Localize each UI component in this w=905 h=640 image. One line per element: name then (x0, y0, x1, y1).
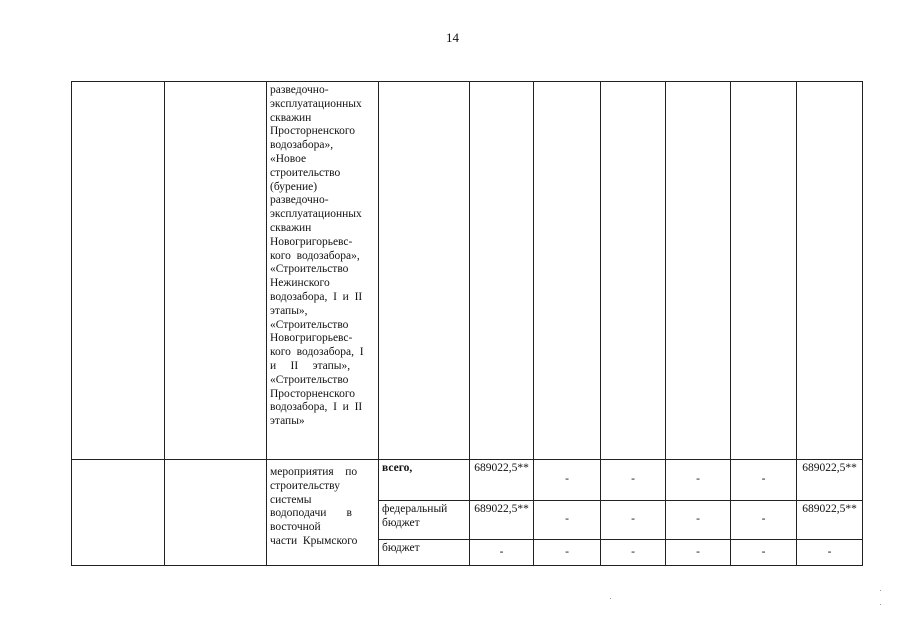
description-line: и II этапы», (270, 359, 351, 372)
description-line: скважин (270, 221, 312, 234)
description-line: кого водозабора», (270, 249, 360, 262)
number-cell (72, 460, 165, 566)
description-line: водозабора, I и II (270, 401, 363, 414)
funding-source: федеральный бюджет (379, 501, 470, 540)
table-row-total (72, 460, 863, 501)
value-cell (797, 82, 863, 460)
value-cell: - (601, 540, 666, 566)
value-cell: - (601, 501, 666, 540)
value-cell: - (666, 540, 731, 566)
value-cell: - (797, 540, 863, 566)
number-cell (72, 82, 165, 460)
program-cell (165, 82, 267, 460)
funding-source: всего, (379, 460, 470, 501)
value-cell (666, 82, 731, 460)
description-line: «Новое (270, 152, 307, 165)
value-total: 689022,5** (470, 501, 534, 540)
description-line: Новогригорьевс- (270, 332, 353, 345)
description-line: «Строительство (270, 263, 349, 276)
description-line: водозабора, I и II (270, 290, 363, 303)
value-cell: - (666, 501, 731, 540)
description-line: Просторненского (270, 387, 356, 400)
description-line: части Крымского (270, 534, 358, 547)
funding-source: бюджет (379, 540, 470, 566)
budget-table (71, 81, 863, 566)
value-cell: - (731, 501, 797, 540)
description-line: водоподачи в (270, 507, 352, 520)
value-total: 689022,5** (797, 501, 863, 540)
scan-speck (880, 604, 881, 605)
description-line: Новогригорьевс- (270, 235, 353, 248)
value-cell (601, 82, 666, 460)
description-line: «Строительство (270, 373, 349, 386)
value-cell (534, 82, 601, 460)
description-line: Нежинского (270, 277, 330, 290)
description-line: эксплуатационных (270, 208, 362, 221)
description-line: водозабора», (270, 139, 334, 152)
description-line: этапы» (270, 415, 305, 428)
value-cell: - (731, 460, 797, 501)
description-line: этапы», (270, 304, 308, 317)
description-line: «Строительство (270, 318, 349, 331)
description-line: кого водозабора, I (270, 346, 364, 359)
description-line: строительству (270, 479, 340, 492)
continued-description (267, 82, 379, 460)
value-cell (470, 82, 534, 460)
scan-speck (880, 590, 881, 591)
page-number: 14 (446, 30, 459, 45)
description-line: эксплуатационных (270, 97, 362, 110)
value-total: 689022,5** (470, 460, 534, 501)
scan-speck (610, 598, 611, 599)
program-cell (165, 460, 267, 566)
value-total: 689022,5** (797, 460, 863, 501)
value-cell (731, 82, 797, 460)
value-cell: - (731, 540, 797, 566)
value-cell: - (601, 460, 666, 501)
measure-description (267, 460, 379, 566)
value-cell: - (470, 540, 534, 566)
value-cell: - (534, 540, 601, 566)
description-line: скважин (270, 111, 312, 124)
description-line: системы (270, 493, 312, 506)
description-line: мероприятия по (270, 466, 358, 478)
description-line: Просторненского (270, 125, 356, 138)
source-cell (379, 82, 470, 460)
description-line: восточной (270, 521, 321, 534)
description-line: разведочно- (270, 84, 329, 96)
value-cell: - (534, 460, 601, 501)
value-cell: - (534, 501, 601, 540)
description-line: (бурение) (270, 180, 318, 193)
description-line: разведочно- (270, 194, 329, 207)
description-line: строительство (270, 166, 341, 179)
value-cell: - (666, 460, 731, 501)
continuation-row (72, 82, 863, 460)
